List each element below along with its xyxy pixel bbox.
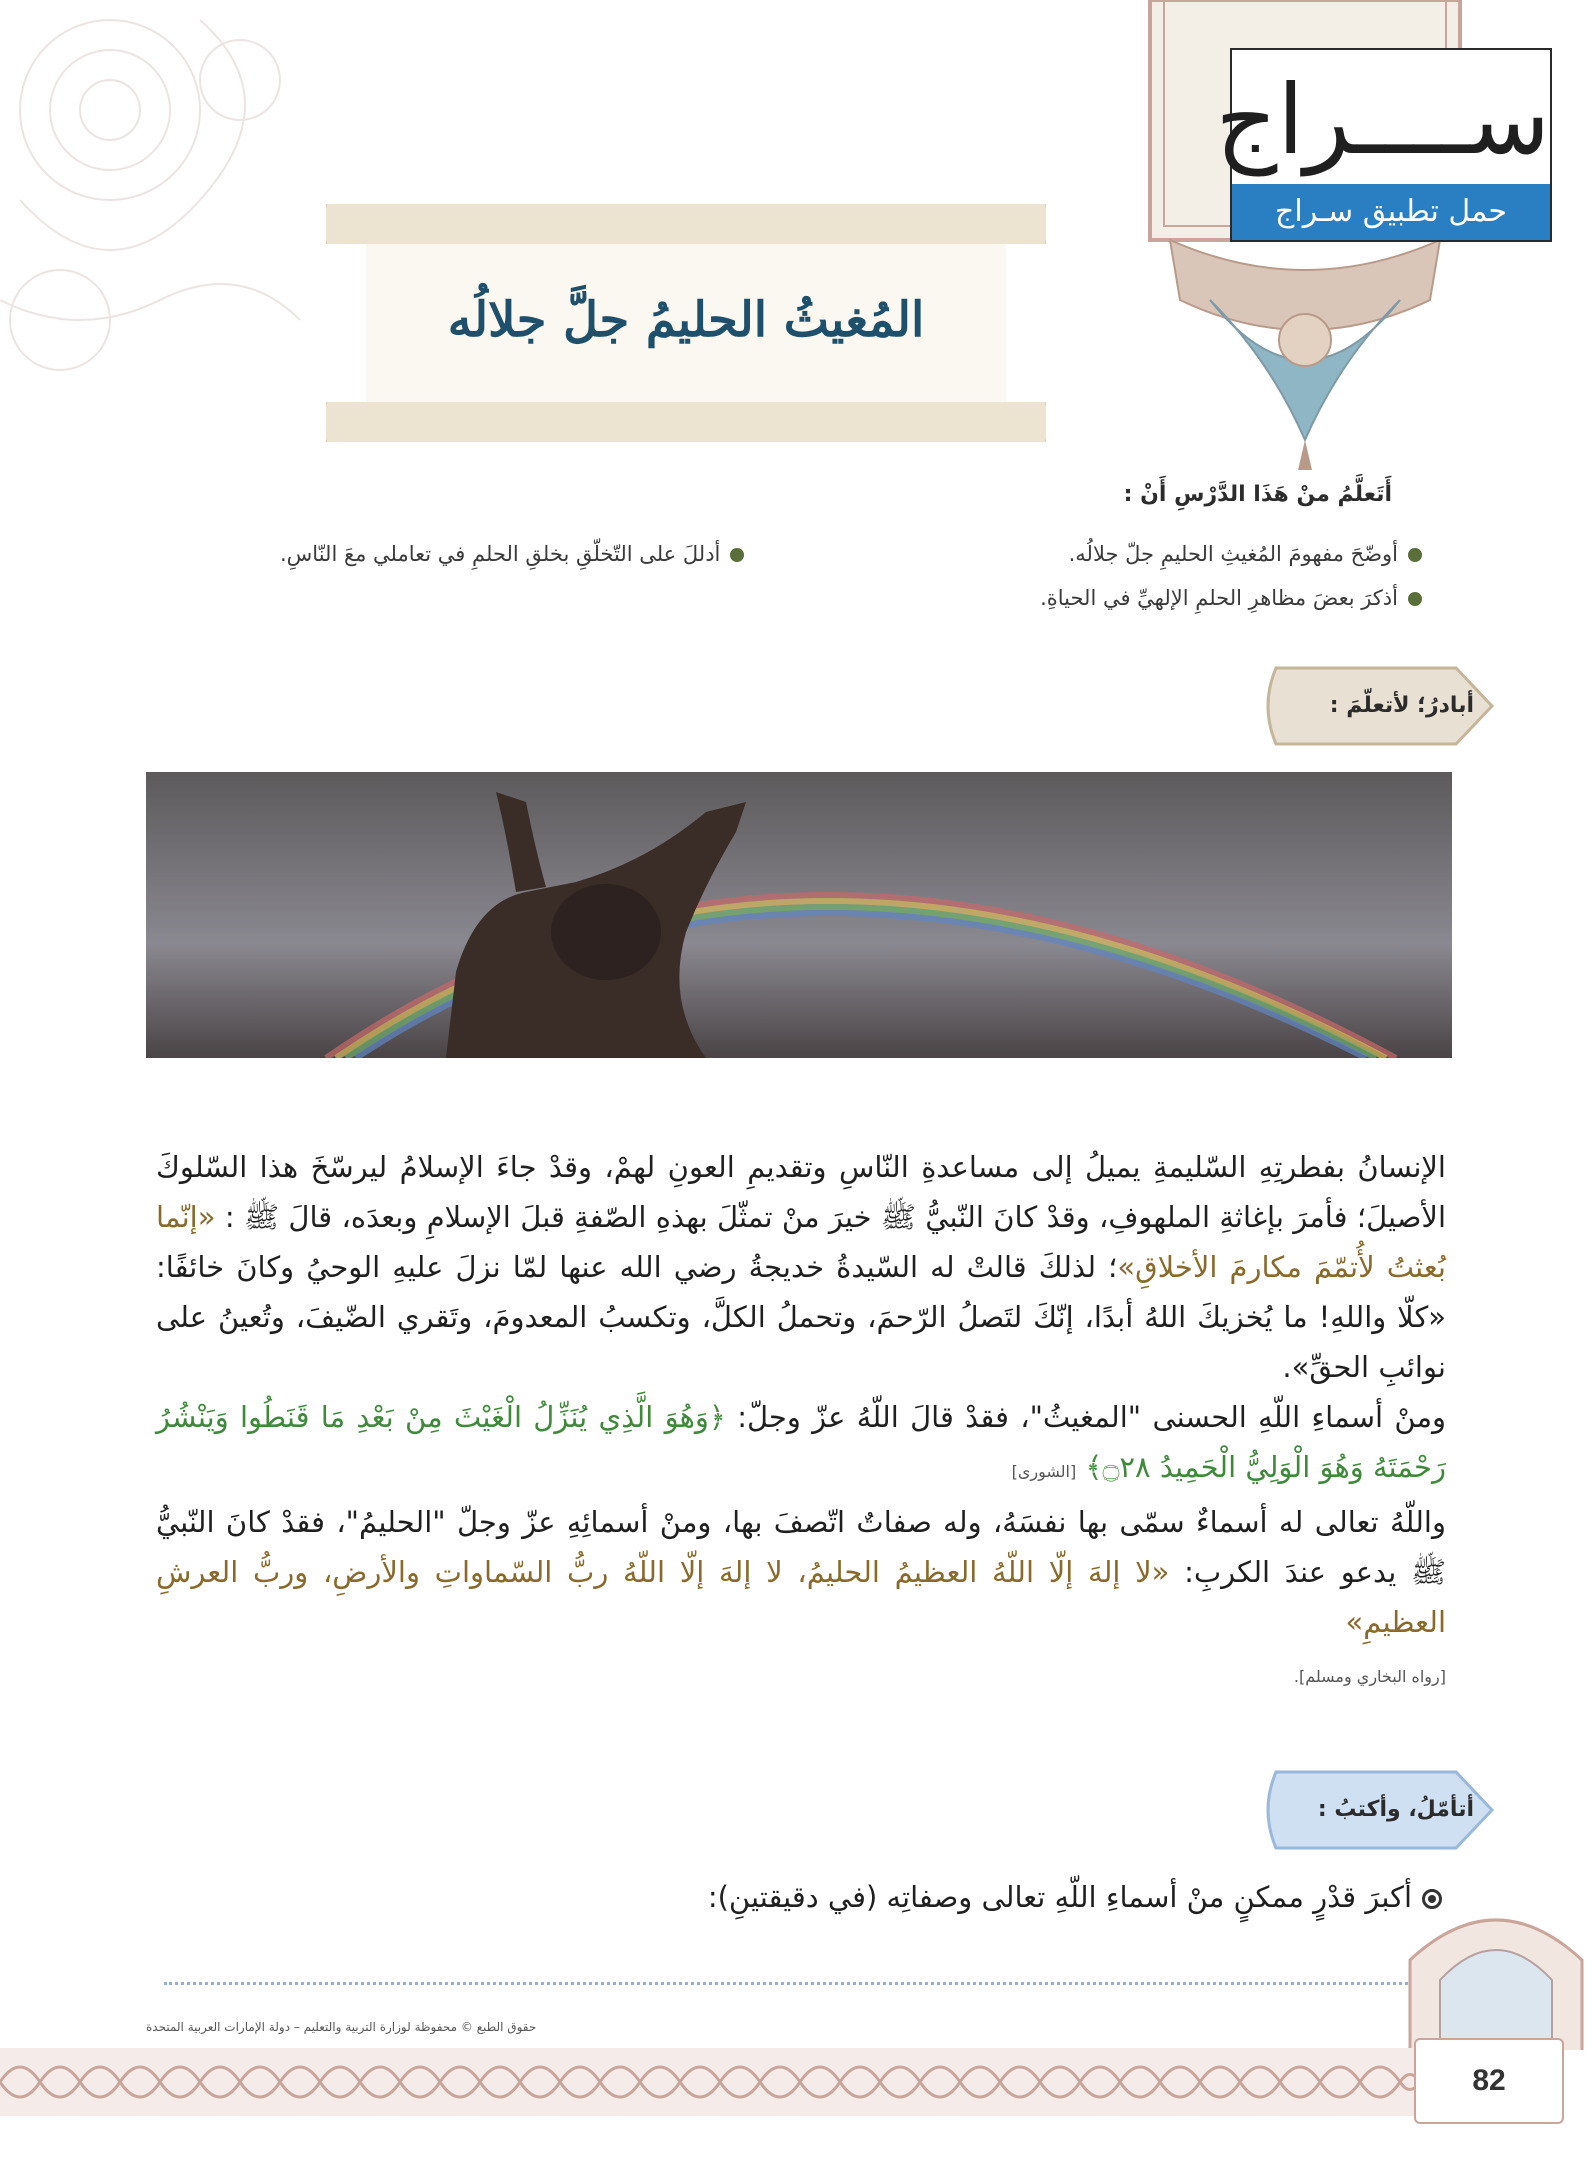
rainbow-photo [146,772,1452,1058]
bullet-icon [730,548,744,562]
footer-ornament-band [0,2042,1420,2122]
paragraph-intro: الإنسانُ بفطرتِهِ السّليمةِ يميلُ إلى مساعدةِ النّاسِ وتقديمِ العونِ لهمْ، وقدْ جاءَ الإسلامُ ليرسّخَ هذا السّلوكَ الأصيلَ؛ فأمرَ بإغاثةِ الملهوفِ، وقدْ كانَ النّبيُّ ﷺ خيرَ منْ تمثّلَ بهذهِ الصّفةِ قبلَ الإسلامِ وبعدَه، قالَ ﷺ : [156,1150,1446,1234]
paragraph-mughith: ومنْ أسماءِ اللّهِ الحسنى "المغيثُ"، فقدْ قالَ اللّهُ عزّ وجلّ: [737,1400,1446,1434]
section-tag-reflect [1256,1768,1496,1852]
section-tag-label: أبادرُ؛ لأتعلّمَ : [1329,693,1474,718]
hadith-quote: «إنّما بُعثتُ لأُتمّمَ مكارمَ الأخلاقِ» [156,1200,1446,1284]
objective-item: أوضّحَ مفهومَ المُغيثِ الحليمِ جلّ جلالُه. [1069,542,1422,566]
write-prompt: أكبرَ قدْرٍ ممكنٍ منْ أسماءِ اللّهِ تعالى وصفاتِه (في دقيقتينِ): [708,1880,1442,1914]
section-tag-learn [1256,664,1496,748]
objectives-heading: أَتَعلَّمُ منْ هَذَا الدَّرْسِ أَنْ : [1123,482,1392,507]
answer-line[interactable] [164,1982,1414,1985]
objective-item: أدللَ على التّخلّقِ بخلقِ الحلمِ في تعاملي معَ النّاسِ. [280,542,744,566]
siraj-app-badge[interactable] [1215,48,1552,242]
paragraph-halim: واللّهُ تعالى له أسماءٌ سمّى بها نفسَهُ، وله صفاتٌ اتّصفَ بها، ومنْ أسمائِهِ عزّ وجلّ "الحليمُ"، فقدْ كانَ النّبيُّ ﷺ يدعو عندَ الكربِ: [156,1505,1446,1589]
paragraph-khadija: ؛ لذلكَ قالتْ له السّيدةُ خديجةُ رضي الله عنها لمّا نزلَ عليهِ الوحيُ وكانَ خائفًا: [156,1250,1118,1284]
dua-quote: «لا إلهَ إلّا اللّهُ العظيمُ الحليمُ، لا إلهَ إلّا اللّهُ ربُّ السّماواتِ والأرضِ، وربُّ العرشِ العظيمِ» [156,1555,1446,1639]
verse-reference: [الشورى] [1011,1462,1077,1481]
copyright-text: حقوق الطبع © محفوظة لوزارة التربية والتعليم – دولة الإمارات العربية المتحدة [146,2020,537,2034]
app-badge-name: ســــراج [1215,64,1550,176]
section-tag-label: أتأمّلُ، وأكتبُ : [1317,1797,1474,1822]
objective-item: أذكرَ بعضَ مظاهرِ الحلمِ الإلهيِّ في الحياةِ. [1040,586,1422,610]
body-text [156,1142,1446,1702]
page-number-box [1414,2038,1564,2124]
bullet-icon [1408,592,1422,606]
corner-ornament [0,0,330,400]
hadith-reference: [رواه البخاري ومسلم]. [1293,1667,1446,1686]
quran-verse: ﴿وَهُوَ الَّذِي يُنَزِّلُ الْغَيْثَ مِنْ بَعْدِ مَا قَنَطُوا وَيَنْشُرُ رَحْمَتَهُ وَهُوَ الْوَلِيُّ الْحَمِيدُ ۝٢٨﴾ [156,1400,1446,1484]
corner-arch-ornament [1400,1900,1592,2050]
bullet-icon [1408,548,1422,562]
page-title: المُغيثُ الحليمُ جلَّ جلالُه [447,292,925,348]
app-badge-subtitle: حمل تطبيق سـراج [1232,184,1550,240]
khadija-quote: «كلّا واللهِ! ما يُخزيكَ اللهُ أبدًا، إنّكَ لتَصلُ الرّحمَ، وتحملُ الكلَّ، وتكسبُ المعدومَ، وتَقري الضّيفَ، وتُعينُ على نوائبِ الحقِّ». [156,1300,1446,1384]
page-number: 82 [1472,2064,1506,2097]
